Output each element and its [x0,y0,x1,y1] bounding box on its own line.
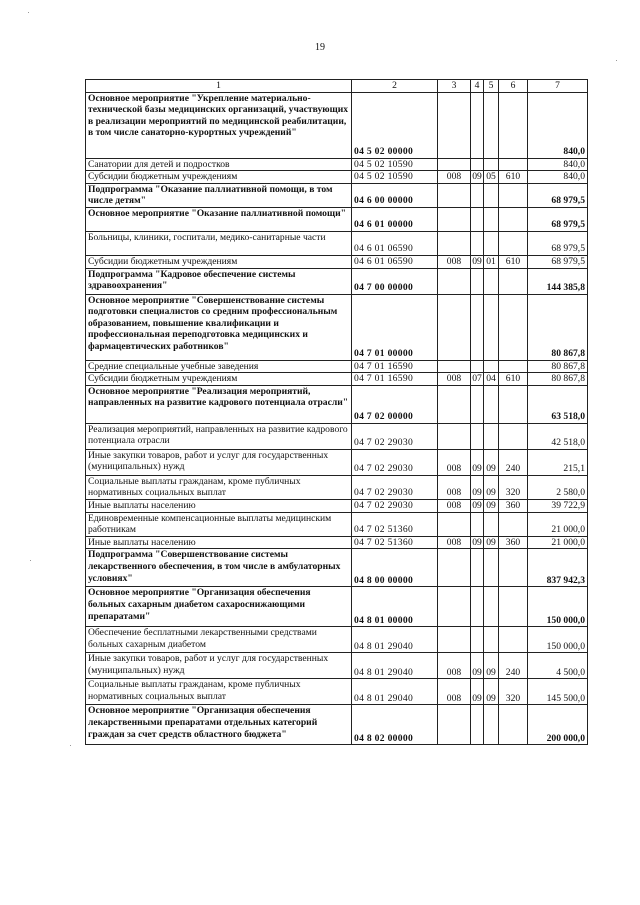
row-subsection: 09 [484,536,499,549]
row-department: 008 [438,255,471,268]
row-code: 04 6 00 00000 [352,183,438,207]
row-amount: 39 722,9 [528,499,588,512]
scan-speck [616,60,617,61]
row-name: Основное мероприятие "Совершенствование системы подготовки специалистов со средним профессиональным образованием, повышение квалификации и профессиональная переподготовка медицинских и фармацевтических работников" [86,294,352,360]
row-department [438,92,471,158]
column-header: 2 [352,80,438,93]
row-name: Иные закупки товаров, работ и услуг для государственных (муниципальных) нужд [86,653,352,679]
row-section [471,207,484,231]
row-department [438,158,471,171]
column-header: 4 [471,80,484,93]
row-code: 04 6 01 06590 [352,231,438,255]
row-code: 04 7 01 16590 [352,373,438,386]
row-department: 008 [438,171,471,184]
row-code: 04 8 01 00000 [352,587,438,627]
row-department [438,549,471,587]
budget-table [85,79,588,745]
row-section: 09 [471,679,484,705]
row-code: 04 8 01 29040 [352,679,438,705]
row-expense-type: 360 [499,499,528,512]
row-name: Основное мероприятие "Организация обеспечения больных сахарным диабетом сахароснижающими препаратами" [86,587,352,627]
row-department: 008 [438,499,471,512]
row-name: Подпрограмма "Совершенствование системы лекарственного обеспечения, в том числе в амбулаторных условиях" [86,549,352,587]
row-code: 04 7 02 29030 [352,423,438,449]
table-row [86,294,588,360]
row-expense-type [499,158,528,171]
row-section [471,92,484,158]
table-row [86,449,588,475]
row-subsection [484,587,499,627]
row-expense-type [499,268,528,294]
row-name: Обеспечение бесплатными лекарственными средствами больных сахарным диабетом [86,627,352,653]
row-expense-type [499,231,528,255]
row-expense-type: 240 [499,653,528,679]
row-expense-type [499,385,528,423]
row-expense-type [499,587,528,627]
row-name: Больницы, клиники, госпитали, медико-санитарные части [86,231,352,255]
row-name: Социальные выплаты гражданам, кроме публичных нормативных социальных выплат [86,679,352,705]
table-row [86,360,588,373]
row-section [471,627,484,653]
row-name: Подпрограмма "Оказание паллиативной помощи, в том числе детям" [86,183,352,207]
row-section [471,385,484,423]
row-expense-type [499,423,528,449]
row-subsection: 09 [484,475,499,499]
row-amount: 80 867,8 [528,360,588,373]
row-section [471,158,484,171]
row-amount: 150 000,0 [528,587,588,627]
row-name: Субсидии бюджетным учреждениям [86,373,352,386]
table-row [86,512,588,536]
row-amount: 144 385,8 [528,268,588,294]
row-amount: 215,1 [528,449,588,475]
table-row [86,158,588,171]
row-section: 09 [472,499,482,511]
column-header: 1 [86,80,352,93]
row-department: 008 [438,679,471,705]
column-header: 5 [484,80,499,93]
table-row [86,587,588,627]
row-expense-type [499,294,528,360]
row-expense-type [499,512,528,536]
row-section [471,549,484,587]
row-subsection [484,294,499,360]
row-subsection [484,512,499,536]
table-row [86,475,588,499]
row-department [438,231,471,255]
row-subsection: 04 [484,373,499,386]
row-code: 04 7 02 51360 [352,512,438,536]
row-name: Субсидии бюджетным учреждениям [86,171,352,184]
row-code: 04 7 02 29030 [352,499,438,512]
row-expense-type [499,627,528,653]
row-section [471,423,484,449]
row-amount: 68 979,5 [528,183,588,207]
row-name: Иные выплаты населению [86,536,352,549]
row-subsection [484,231,499,255]
scan-speck [70,745,71,746]
row-section: 09 [471,475,484,499]
row-expense-type: 320 [499,679,528,705]
row-department [438,268,471,294]
row-department [438,360,471,373]
row-department [438,512,471,536]
table-row [86,171,588,184]
row-subsection [484,385,499,423]
row-amount: 68 979,5 [528,207,588,231]
row-name: Основное мероприятие "Укрепление материально-технической базы медицинских организаций, участвующих в реализации мероприятий по медицинской реабилитации, в том числе санаторно-курортных учреждений" [86,92,352,158]
page-number: 19 [315,42,325,53]
row-department [438,423,471,449]
row-subsection [484,158,499,171]
row-amount: 840,0 [528,171,588,184]
row-code: 04 7 01 00000 [352,294,438,360]
row-name: Единовременные компенсационные выплаты медицинским работникам [86,512,352,536]
row-section [471,360,484,373]
row-expense-type [499,183,528,207]
row-amount: 21 000,0 [528,536,588,549]
row-code: 04 6 01 06590 [352,255,438,268]
row-section [471,294,484,360]
table-row [86,679,588,705]
table-row [86,423,588,449]
row-subsection: 09 [484,653,499,679]
row-section [471,587,484,627]
row-section: 09 [472,255,482,267]
row-section [471,268,484,294]
row-expense-type: 610 [499,255,528,268]
row-amount: 21 000,0 [528,512,588,536]
table-row [86,653,588,679]
row-subsection [484,627,499,653]
row-name: Подпрограмма "Кадровое обеспечение системы здравоохранения" [86,268,352,294]
row-code: 04 5 02 10590 [352,158,438,171]
row-subsection [484,360,499,373]
row-amount: 42 518,0 [528,423,588,449]
table-row [86,705,588,745]
table-row [86,268,588,294]
row-code: 04 8 01 29040 [352,653,438,679]
row-name: Социальные выплаты гражданам, кроме публичных нормативных социальных выплат [86,475,352,499]
row-subsection [484,268,499,294]
row-code: 04 5 02 10590 [352,171,438,184]
row-subsection: 09 [484,499,499,512]
table-row [86,385,588,423]
row-expense-type: 610 [499,171,528,184]
table-row [86,231,588,255]
row-department: 008 [438,449,471,475]
row-subsection: 05 [484,171,499,184]
column-header: 6 [499,80,528,93]
table-row [86,207,588,231]
row-amount: 837 942,3 [528,549,588,587]
row-department [438,385,471,423]
row-section: 09 [472,536,482,548]
scan-speck [28,12,29,13]
row-expense-type [499,549,528,587]
row-amount: 63 518,0 [528,385,588,423]
row-code: 04 8 00 00000 [352,549,438,587]
table-row [86,536,588,549]
scan-speck [30,560,31,561]
row-subsection [484,423,499,449]
row-section [471,231,484,255]
row-expense-type [499,705,528,745]
row-expense-type [499,207,528,231]
row-department: 008 [438,536,471,549]
table-row [86,255,588,268]
row-code: 04 6 01 00000 [352,207,438,231]
row-expense-type: 240 [499,449,528,475]
row-expense-type: 320 [499,475,528,499]
row-subsection: 09 [484,449,499,475]
row-subsection [484,183,499,207]
row-name: Субсидии бюджетным учреждениям [86,255,352,268]
row-subsection [484,549,499,587]
row-department: 008 [438,475,471,499]
row-code: 04 7 02 51360 [352,536,438,549]
column-header: 7 [528,80,588,93]
row-department: 008 [438,373,471,386]
row-name: Основное мероприятие "Оказание паллиативной помощи" [86,207,352,231]
row-department [438,294,471,360]
row-name: Санатории для детей и подростков [86,158,352,171]
row-expense-type: 360 [499,536,528,549]
row-code: 04 7 01 16590 [352,360,438,373]
row-name: Основное мероприятие "Организация обеспечения лекарственными препаратами отдельных категорий граждан за счет средств областного бюджета" [86,705,352,745]
table-row [86,92,588,158]
table-row [86,373,588,386]
row-amount: 4 500,0 [528,653,588,679]
row-subsection: 09 [484,679,499,705]
row-amount: 840,0 [528,92,588,158]
row-department [438,207,471,231]
row-amount: 80 867,8 [528,373,588,386]
row-name: Средние специальные учебные заведения [86,360,352,373]
row-subsection [484,92,499,158]
row-name: Основное мероприятие "Реализация мероприятий, направленных на развитие кадрового потенциала отрасли" [86,385,352,423]
row-amount: 68 979,5 [528,231,588,255]
row-code: 04 7 02 29030 [352,475,438,499]
row-subsection [484,705,499,745]
row-amount: 145 500,0 [528,679,588,705]
row-section: 09 [471,449,484,475]
row-name: Иные выплаты населению [86,499,352,512]
row-name: Иные закупки товаров, работ и услуг для государственных (муниципальных) нужд [86,449,352,475]
table-row [86,183,588,207]
row-amount: 150 000,0 [528,627,588,653]
table-header-row [86,80,588,93]
row-amount: 80 867,8 [528,294,588,360]
row-code: 04 7 02 00000 [352,385,438,423]
row-amount: 2 580,0 [528,475,588,499]
table-row [86,499,588,512]
row-subsection [484,207,499,231]
row-department [438,183,471,207]
table-row [86,549,588,587]
row-expense-type [499,360,528,373]
row-name: Реализация мероприятий, направленных на развитие кадрового потенциала отрасли [86,423,352,449]
row-section [471,705,484,745]
row-department [438,705,471,745]
row-amount: 840,0 [528,158,588,171]
row-amount: 200 000,0 [528,705,588,745]
row-subsection: 01 [484,255,499,268]
row-expense-type [499,92,528,158]
row-department: 008 [438,653,471,679]
row-department [438,587,471,627]
row-department [438,627,471,653]
row-section [471,183,484,207]
row-code: 04 7 00 00000 [352,268,438,294]
column-header: 3 [438,80,471,93]
row-code: 04 8 01 29040 [352,627,438,653]
table-row [86,627,588,653]
row-section: 09 [472,171,482,183]
row-code: 04 8 02 00000 [352,705,438,745]
row-section [471,512,484,536]
row-section: 09 [471,653,484,679]
row-amount: 68 979,5 [528,255,588,268]
row-code: 04 7 02 29030 [352,449,438,475]
row-expense-type: 610 [499,373,528,386]
row-code: 04 5 02 00000 [352,92,438,158]
row-section: 07 [472,373,482,385]
